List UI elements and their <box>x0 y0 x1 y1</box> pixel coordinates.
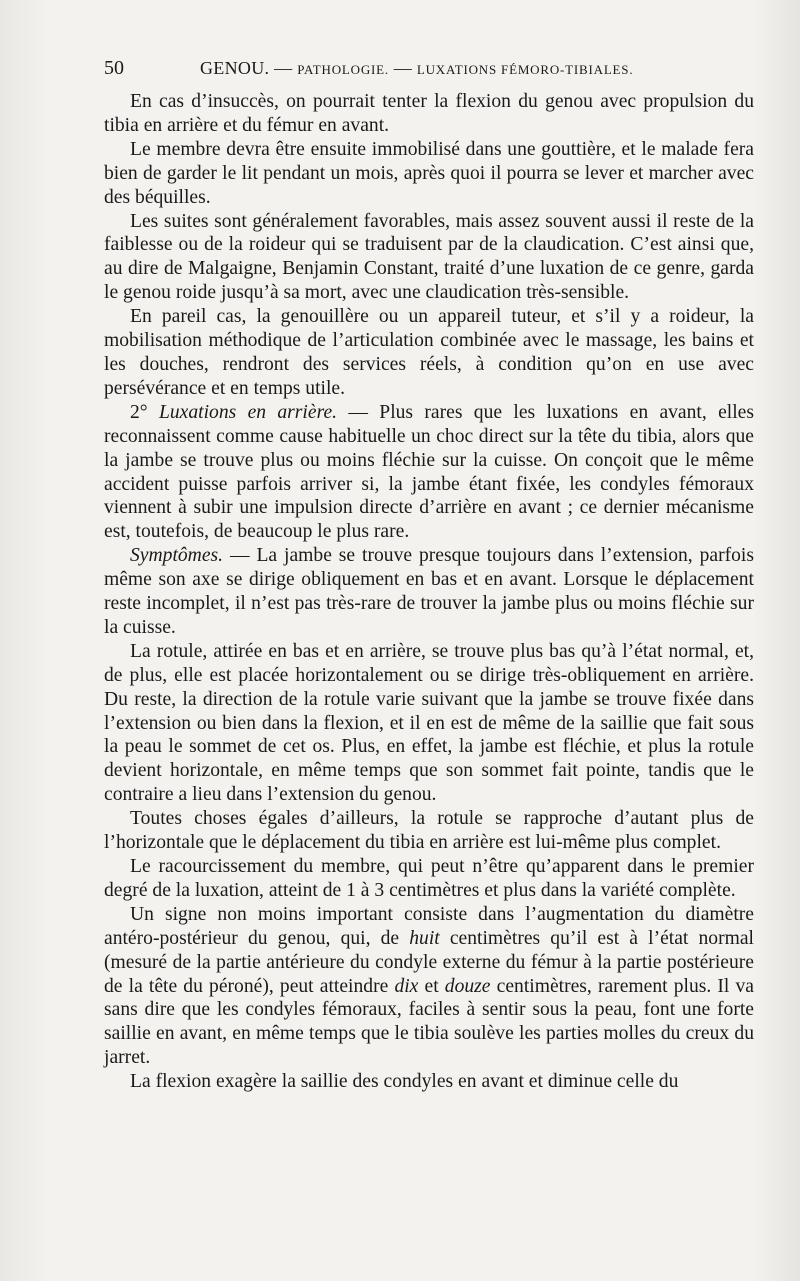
page-number: 50 <box>104 57 124 79</box>
section-heading: Symptômes. <box>130 545 224 567</box>
paragraph: En cas d’insuccès, on pourrait tenter la flexion du genou avec propulsion du tibia en arrière et du fémur en avant. <box>104 91 754 136</box>
paragraph-text: et <box>418 975 445 997</box>
paragraph: La flexion exagère la saillie des condyles en avant et diminue celle du <box>130 1071 679 1093</box>
paragraph <box>104 401 754 544</box>
paragraph: Les suites sont généralement favorables, mais assez souvent aussi il reste de la faiblesse ou de la roideur qui se traduisent par de la claudication. C’est ainsi que, au dire de Malgaigne, Benjamin Constant, traité d’une luxation de ce genre, garda le genou roide jusqu’à sa mort, avec une claudication très-sensible. <box>104 210 754 304</box>
running-head <box>200 58 633 79</box>
paragraph: Toutes choses égales d’ailleurs, la rotule se rapproche d’autant plus de l’horizontale que le déplacement du tibia en arrière est lui-même plus complet. <box>104 808 754 854</box>
paragraph-text: — La jambe se trouve presque toujours dans l’extension, parfois même son axe se dirige obliquement en bas et en avant. Lorsque le déplacement reste incomplet, il n’est pas très-rare de trouver la jambe plus ou moins fléchie sur la cuisse. <box>104 545 754 638</box>
paragraph: Le membre devra être ensuite immobilisé dans une gouttière, et le malade fera bien de garder le lit pendant un mois, après quoi il pourra se lever et marcher avec des béquilles. <box>104 138 754 208</box>
header-dash: — <box>388 58 417 78</box>
paragraph-text: — Plus rares que les luxations en avant, elles reconnaissent comme cause habituelle un choc direct sur la tête du tibia, alors que la jambe se trouve plus ou moins fléchie sur la cuisse. On conçoit que le même accident puisse parfois arriver si, la jambe étant fixée, les condyles fémoraux viennent à subir une impulsion directe d’arrière en avant ; ce dernier mécanisme est, toutefois, de beaucoup le plus rare. <box>104 401 754 543</box>
body-text <box>104 90 754 1094</box>
emphasis: dix <box>394 975 419 997</box>
emphasis: huit <box>409 927 440 949</box>
section-heading: Luxations en arrière. <box>158 401 338 423</box>
paragraph <box>104 544 754 640</box>
paragraph-text: centimètres, rarement plus. Il va sans dire que les condyles fémoraux, faciles à sentir sous la peau, font une forte saillie en avant, en même temps que le tibia soulève les parties molles du creux du jarret. <box>104 975 755 1069</box>
header-subsection: LUXATIONS FÉMORO-TIBIALES. <box>416 62 634 77</box>
paragraph: En pareil cas, la genouillère ou un appareil tuteur, et s’il y a roideur, la mobilisation méthodique de l’articulation combinée avec le massage, les bains et les douches, rendront des services réels, à condition qu’on en use avec persévérance et en temps utile. <box>104 306 754 399</box>
paragraph-text: Un signe non moins important consiste dans l’augmentation du diamètre antéro-postérieur du genou, qui, de <box>104 903 754 949</box>
paragraph <box>104 903 754 1070</box>
page-header <box>104 57 764 87</box>
header-dash: — <box>269 58 298 78</box>
paragraph: La rotule, attirée en bas et en arrière, se trouve plus bas qu’à l’état normal, et, de plus, elle est placée horizontalement ou se dirige très-obliquement en arrière. Du reste, la direction de la rotule varie suivant que la jambe se trouve fixée dans l’extension ou bien dans la flexion, et il en est de même de la saillie que fait sous la peau le sommet de cet os. Plus, en effet, la jambe est fléchie, et plus la rotule devient horizontale, en même temps que son sommet fait pointe, tandis que le contraire a lieu dans l’extension du genou. <box>104 640 754 806</box>
emphasis: douze <box>444 975 491 997</box>
running-title: GENOU. <box>200 58 270 78</box>
paragraph-text: centimètres qu’il est à l’état normal (mesuré de la partie antérieure du condyle externe du fémur à la partie postérieure de la tête du péroné), peut atteindre <box>104 927 754 997</box>
paragraph: Le racourcissement du membre, qui peut n’être qu’apparent dans le premier degré de la luxation, atteint de 1 à 3 centimètres et plus dans la variété complète. <box>104 856 754 901</box>
header-section: PATHOLOGIE. <box>297 62 389 77</box>
section-number: 2° <box>130 401 159 423</box>
